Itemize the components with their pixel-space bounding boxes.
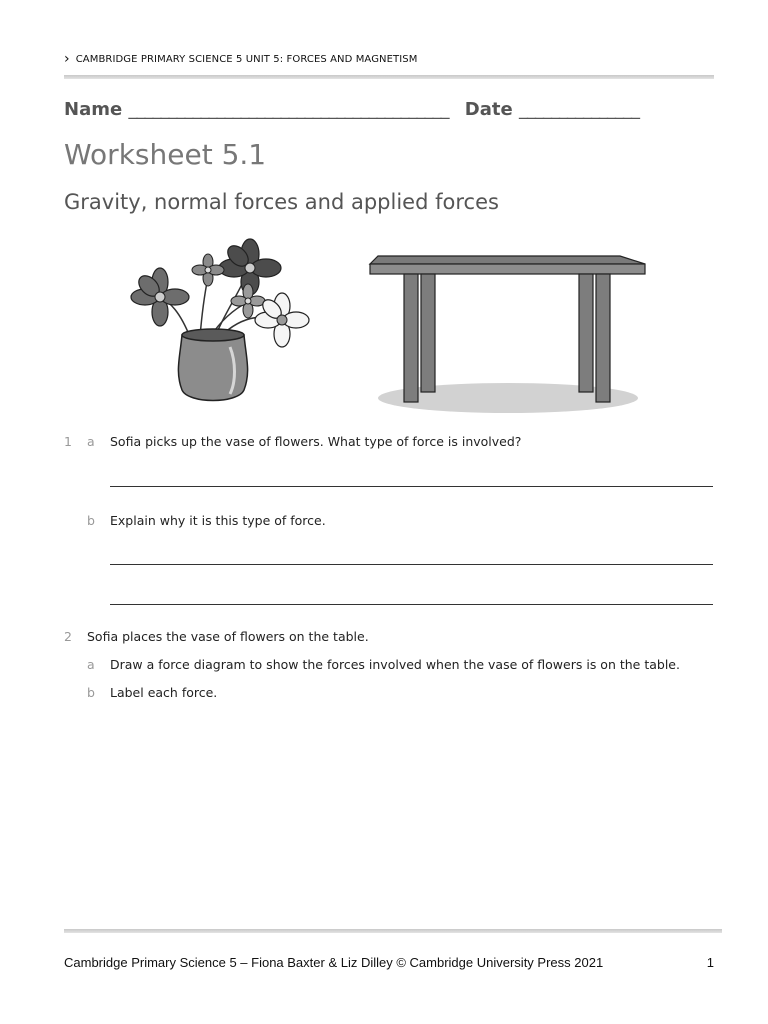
name-label: Name [64, 99, 123, 120]
date-label: Date [464, 99, 513, 120]
running-title: CAMBRIDGE PRIMARY SCIENCE 5 UNIT 5: FORCES AND MAGNETISM [75, 53, 418, 65]
question-text: Explain why it is this type of force. [110, 513, 326, 528]
chevron-right-icon: › [64, 51, 70, 67]
question-text: Sofia picks up the vase of flowers. What type of force is involved? [110, 434, 522, 449]
page-number: 1 [706, 955, 714, 970]
question-number: 2 [64, 629, 72, 644]
footer-divider [64, 929, 722, 933]
question-text: Sofia places the vase of flowers on the table. [87, 629, 369, 644]
vase-of-flowers-icon [131, 239, 309, 401]
part-letter: b [87, 685, 95, 700]
answer-line[interactable] [110, 604, 713, 605]
answer-line[interactable] [110, 564, 713, 565]
question-text: Draw a force diagram to show the forces involved when the vase of flowers is on the table. [110, 657, 680, 672]
table-icon [370, 256, 645, 413]
part-letter: b [87, 513, 95, 528]
question-text: Label each force. [110, 685, 218, 700]
name-date-line [64, 99, 714, 120]
question-number: 1 [64, 434, 72, 449]
name-blank[interactable]: ________________________________________ [128, 99, 449, 120]
worksheet-subtitle: Gravity, normal forces and applied forces [64, 190, 499, 214]
part-letter: a [87, 434, 95, 449]
illustration [120, 232, 660, 422]
date-blank[interactable]: _______________ [518, 99, 639, 120]
worksheet-title: Worksheet 5.1 [64, 138, 267, 171]
header-divider [64, 75, 714, 79]
page-footer [64, 955, 714, 970]
part-letter: a [87, 657, 95, 672]
answer-line[interactable] [110, 486, 713, 487]
running-header [64, 52, 417, 66]
footer-credit: Cambridge Primary Science 5 – Fiona Baxter & Liz Dilley © Cambridge University Press 2021 [64, 955, 604, 970]
